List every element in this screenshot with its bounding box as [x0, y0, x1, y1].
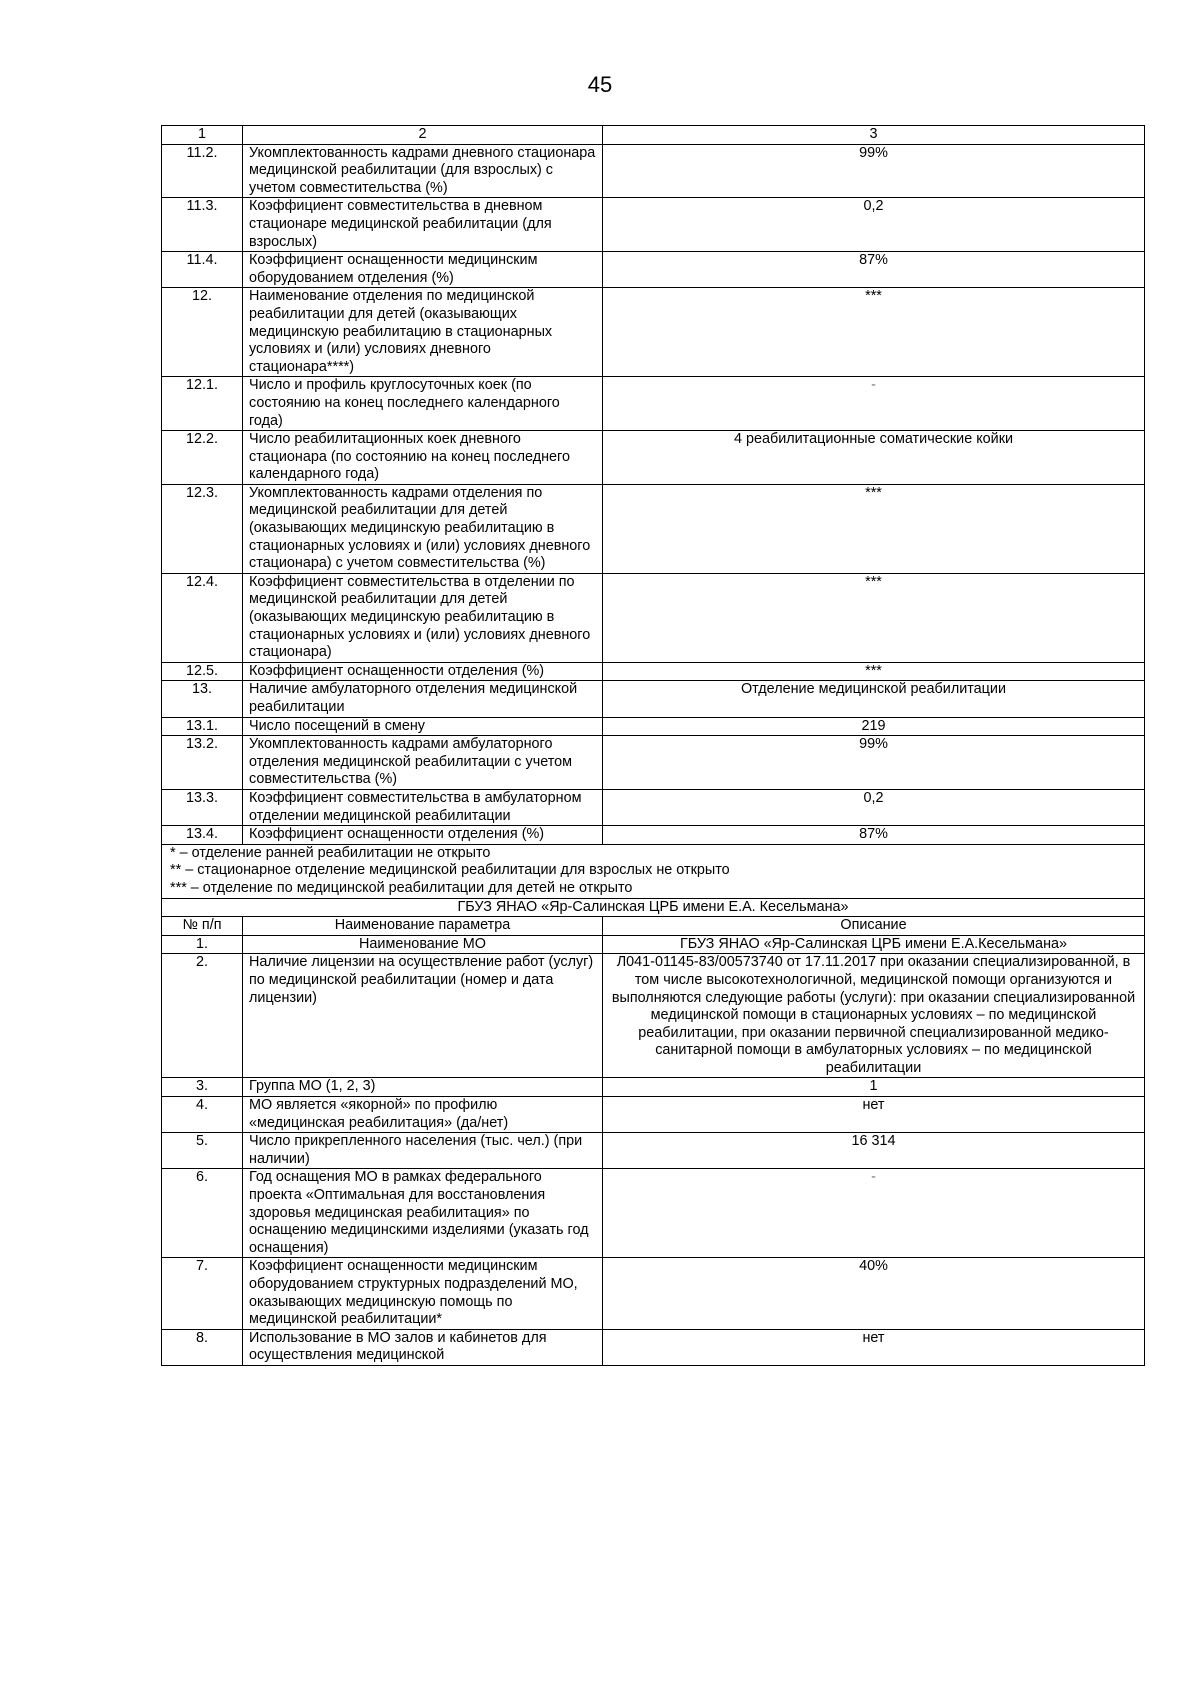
table-row — [162, 681, 1145, 717]
table-row — [162, 573, 1145, 662]
value-cell: нет — [603, 1097, 1145, 1133]
parameter-cell: Наличие лицензии на осуществление работ (услуг) по медицинской реабилитации (номер и дата лицензии) — [243, 954, 603, 1078]
parameter-cell: Наименование МО — [243, 935, 603, 954]
parameter-cell: Использование в МО залов и кабинетов для осуществления медицинской — [243, 1329, 603, 1365]
parameter-cell: Укомплектованность кадрами амбулаторного отделения медицинской реабилитации с учетом совместительства (%) — [243, 736, 603, 790]
value-cell: нет — [603, 1329, 1145, 1365]
table-row — [162, 484, 1145, 573]
parameter-cell: Коэффициент совместительства в отделении по медицинской реабилитации для детей (оказывающих медицинскую реабилитацию в стационарных условиях и (или) условиях дневного стационара) — [243, 573, 603, 662]
value-cell: 40% — [603, 1258, 1145, 1329]
value-cell: 0,2 — [603, 789, 1145, 825]
table-row — [162, 662, 1145, 681]
table-row — [162, 144, 1145, 198]
table-row — [162, 1169, 1145, 1258]
row-number-cell: 12.1. — [162, 377, 243, 431]
page-number: 45 — [587, 72, 613, 97]
row-number-cell: 12.3. — [162, 484, 243, 573]
value-cell: Л041-01145-83/00573740 от 17.11.2017 при оказании специализированной, в том числе высокотехнологичной, медицинской помощи организуются и выполняются следующие работы (услуги): при оказании специализированной медицинской помощи в стационарных условиях – по медицинской реабилитации, при оказании первичной специализированной медико-санитарной помощи в амбулаторных условиях – по медицинской реабилитации — [603, 954, 1145, 1078]
table-row — [162, 252, 1145, 288]
organization-title-row — [162, 898, 1145, 917]
row-number-cell: 12. — [162, 288, 243, 377]
row-number-cell: 12.4. — [162, 573, 243, 662]
parameter-cell: Год оснащения МО в рамках федерального проекта «Оптимальная для восстановления здоровья медицинская реабилитация» по оснащению медицинскими изделиями (указать год оснащения) — [243, 1169, 603, 1258]
table-row — [162, 431, 1145, 485]
row-number-cell: 13.1. — [162, 717, 243, 736]
value-cell: - — [603, 1169, 1145, 1258]
value-cell: 219 — [603, 717, 1145, 736]
table-row — [162, 198, 1145, 252]
parameter-cell: Коэффициент совместительства в амбулаторном отделении медицинской реабилитации — [243, 789, 603, 825]
table-row — [162, 935, 1145, 954]
table-row — [162, 954, 1145, 1078]
footnote-text: ** – стационарное отделение медицинской реабилитации для взрослых не открыто — [162, 862, 1145, 880]
row-number-cell: 8. — [162, 1329, 243, 1365]
row-number-cell: 12.5. — [162, 662, 243, 681]
row-number-cell: 13.4. — [162, 826, 243, 845]
value-cell: Отделение медицинской реабилитации — [603, 681, 1145, 717]
row-number-cell: 3. — [162, 1078, 243, 1097]
parameter-cell: Коэффициент оснащенности медицинским оборудованием структурных подразделений МО, оказывающих медицинскую помощь по медицинской реабилитации* — [243, 1258, 603, 1329]
value-cell: - — [603, 377, 1145, 431]
footnote-row — [162, 880, 1145, 898]
table-row — [162, 826, 1145, 845]
value-cell: ГБУЗ ЯНАО «Яр-Салинская ЦРБ имени Е.А.Кесельмана» — [603, 935, 1145, 954]
value-cell: 1 — [603, 1078, 1145, 1097]
row-number-cell: 12.2. — [162, 431, 243, 485]
footnote-text: * – отделение ранней реабилитации не открыто — [162, 844, 1145, 862]
row-number-cell: 13. — [162, 681, 243, 717]
parameter-cell: Группа МО (1, 2, 3) — [243, 1078, 603, 1097]
header-cell-3: 3 — [603, 126, 1145, 145]
row-number-cell: 13.3. — [162, 789, 243, 825]
value-cell: 16 314 — [603, 1133, 1145, 1169]
header-description: Описание — [603, 917, 1145, 936]
parameter-header-row — [162, 917, 1145, 936]
parameter-cell: Коэффициент оснащенности медицинским оборудованием отделения (%) — [243, 252, 603, 288]
row-number-cell: 11.2. — [162, 144, 243, 198]
table-row — [162, 377, 1145, 431]
parameter-cell: Коэффициент совместительства в дневном стационаре медицинской реабилитации (для взрослых) — [243, 198, 603, 252]
organization-title: ГБУЗ ЯНАО «Яр-Салинская ЦРБ имени Е.А. Кесельмана» — [162, 898, 1145, 917]
table-row — [162, 717, 1145, 736]
row-number-cell: 4. — [162, 1097, 243, 1133]
header-parameter-name: Наименование параметра — [243, 917, 603, 936]
footnote-row — [162, 862, 1145, 880]
table-row — [162, 736, 1145, 790]
table-row — [162, 1078, 1145, 1097]
parameter-cell: Укомплектованность кадрами отделения по медицинской реабилитации для детей (оказывающих медицинскую реабилитацию в стационарных условиях и (или) условиях дневного стационара) с учетом совместительства (%) — [243, 484, 603, 573]
parameter-cell: Коэффициент оснащенности отделения (%) — [243, 662, 603, 681]
footnote-text: *** – отделение по медицинской реабилитации для детей не открыто — [162, 880, 1145, 898]
row-number-cell: 2. — [162, 954, 243, 1078]
value-cell: 87% — [603, 826, 1145, 845]
value-cell: 4 реабилитационные соматические койки — [603, 431, 1145, 485]
parameter-cell: Число прикрепленного населения (тыс. чел.) (при наличии) — [243, 1133, 603, 1169]
row-number-cell: 1. — [162, 935, 243, 954]
value-cell: *** — [603, 662, 1145, 681]
table-row — [162, 1329, 1145, 1365]
row-number-cell: 6. — [162, 1169, 243, 1258]
column-number-header-row — [162, 126, 1145, 145]
value-cell: 99% — [603, 144, 1145, 198]
parameter-cell: Число реабилитационных коек дневного стационара (по состоянию на конец последнего календарного года) — [243, 431, 603, 485]
parameter-cell: Число и профиль круглосуточных коек (по состоянию на конец последнего календарного года) — [243, 377, 603, 431]
value-cell: 99% — [603, 736, 1145, 790]
parameter-cell: Наименование отделения по медицинской реабилитации для детей (оказывающих медицинскую реабилитацию в стационарных условиях и (или) условиях дневного стационара****) — [243, 288, 603, 377]
row-number-cell: 5. — [162, 1133, 243, 1169]
value-cell: 87% — [603, 252, 1145, 288]
footnote-row — [162, 844, 1145, 862]
table-row — [162, 789, 1145, 825]
table-row — [162, 1133, 1145, 1169]
value-cell: *** — [603, 484, 1145, 573]
value-cell: 0,2 — [603, 198, 1145, 252]
row-number-cell: 11.4. — [162, 252, 243, 288]
table-row — [162, 1097, 1145, 1133]
header-number: № п/п — [162, 917, 243, 936]
header-cell-1: 1 — [162, 126, 243, 145]
row-number-cell: 7. — [162, 1258, 243, 1329]
value-cell: *** — [603, 573, 1145, 662]
table-row — [162, 288, 1145, 377]
row-number-cell: 13.2. — [162, 736, 243, 790]
value-cell: *** — [603, 288, 1145, 377]
parameter-cell: МО является «якорной» по профилю «медицинская реабилитация» (да/нет) — [243, 1097, 603, 1133]
parameter-cell: Укомплектованность кадрами дневного стационара медицинской реабилитации (для взрослых) с учетом совместительства (%) — [243, 144, 603, 198]
header-cell-2: 2 — [243, 126, 603, 145]
table-row — [162, 1258, 1145, 1329]
document-table — [161, 125, 1145, 1366]
parameter-cell: Наличие амбулаторного отделения медицинской реабилитации — [243, 681, 603, 717]
parameter-cell: Число посещений в смену — [243, 717, 603, 736]
row-number-cell: 11.3. — [162, 198, 243, 252]
parameter-cell: Коэффициент оснащенности отделения (%) — [243, 826, 603, 845]
